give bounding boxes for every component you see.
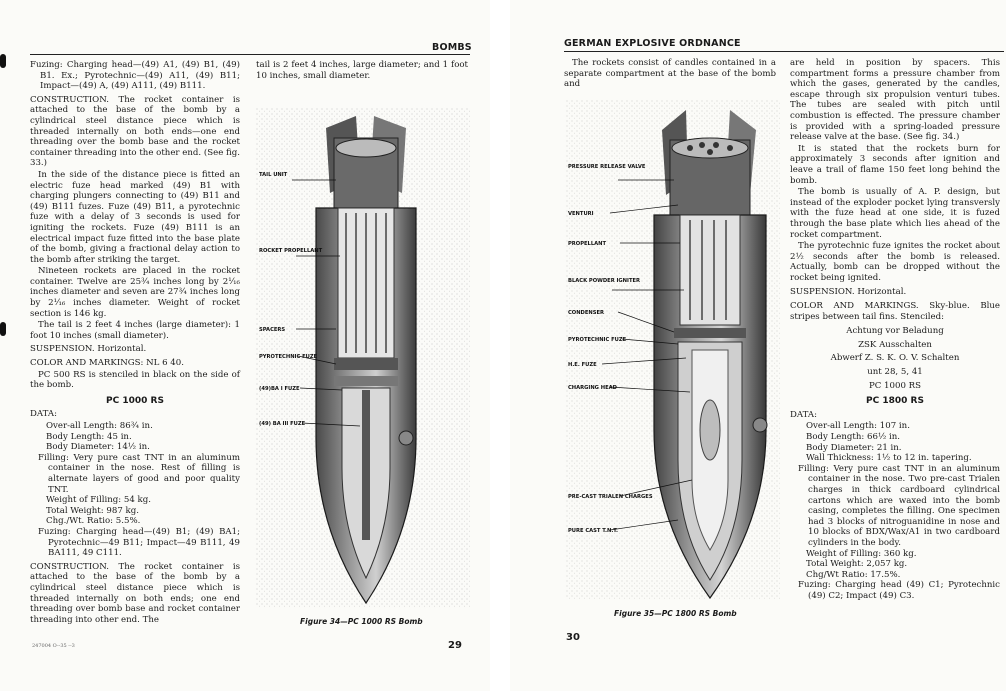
figure-label: PROPELLANT: [568, 241, 607, 247]
left-column-1: [30, 60, 240, 626]
fuzing-item: Fuzing: Charging head (49) C1; Pyrotechnic (49) C2; Impact (49) C3.: [798, 580, 1000, 601]
section-title-pc1000: PC 1000 RS: [106, 395, 164, 406]
data-item: Weight of Filling: 360 kg.: [806, 548, 917, 559]
right-column-2: [790, 58, 1000, 602]
data-item: Over-all Length: 86¾ in.: [46, 421, 153, 431]
figure-label: VENTURI: [568, 211, 594, 217]
page-number: 29: [448, 640, 462, 651]
filling-item: Filling: Very pure cast TNT in an aluminum container in the nose. Rest of filling is alternate layers of good and poor quality TNT.: [38, 452, 240, 495]
right-page: [510, 0, 1006, 691]
left-column-2-top: [256, 60, 468, 82]
figure-label: PYROTECHNIC FUZE: [259, 354, 318, 360]
data-item: Body Length: 45 in.: [46, 431, 132, 442]
data-item: Chg./Wt. Ratio: 5.5%.: [46, 516, 141, 527]
data-item: Total Weight: 987 kg.: [46, 505, 139, 516]
construction-paragraph-2: CONSTRUCTION. The rocket container is attached to the base of the bomb by a cylindrical steel distance piece which is threaded internally on both ends; one end threading over bomb base and rocket container threading into other end. The: [30, 561, 240, 625]
left-page: [0, 0, 490, 691]
fuzing-paragraph: Fuzing: Charging head—(49) A1, (49) B1, (49) B1. Ex.; Pyrotechnic—(49) A11, (49) B11; Impact—(49) A, (49) A111, (49) B111.: [30, 60, 240, 92]
figure-label: SPACERS: [259, 327, 286, 333]
rockets-intro: The rockets consist of candles contained in a separate compartment at the base of the bomb and: [564, 58, 776, 90]
stencil-line: Abwerf Z. S. K. O. V. Schalten: [830, 353, 960, 364]
figure-label: PYROTECHNIC FUZE: [568, 337, 627, 343]
figure-label: PURE CAST T.N.T.: [568, 528, 619, 534]
suspension-line: SUSPENSION. Horizontal.: [790, 287, 907, 298]
stencil-line: ZSK Ausschalten: [858, 339, 932, 350]
color-markings-paragraph: COLOR AND MARKINGS. Sky-blue. Blue stripes between tail fins. Stenciled:: [790, 301, 1000, 322]
tail-paragraph: The tail is 2 feet 4 inches (large diameter): 1 foot 10 inches (small diameter).: [30, 320, 240, 341]
stencil-line: Achtung vor Beladung: [846, 326, 944, 337]
propellant-chamber: [680, 215, 740, 325]
side-fuze: [399, 431, 413, 445]
central-fuze-tube: [362, 390, 370, 540]
color-markings-text: PC 500 RS is stenciled in black on the side of the bomb.: [30, 369, 240, 391]
data-item: Body Diameter: 21 in.: [806, 442, 902, 453]
figure-label: (49)BA I FUZE: [259, 386, 300, 392]
figure-label: BLACK POWDER IGNITER: [568, 278, 641, 284]
pressure-chamber-paragraph: are held in position by spacers. This compartment forms a pressure chamber from which the gases, generated by the candles, escape through six propulsion venturi tubes. The tubes are sealed with pitch until combustion is effected. The pressure chamber is provided with a spring-loaded pressure release valve at the base. (See fig. 34.): [790, 58, 1000, 143]
data-item: Weight of Filling: 54 kg.: [46, 495, 152, 506]
hole-punch-mark: [0, 322, 6, 336]
data-item: Body Diameter: 14½ in.: [46, 442, 150, 453]
data-item: Chg/Wt Ratio: 17.5%.: [806, 569, 901, 580]
construction-paragraph: CONSTRUCTION. The rocket container is attached to the base of the bomb by a cylindrical steel distance piece which is threaded internally on both ends—one end threading over the bomb base and the rocket container threading into the other end. (See fig. 33.): [30, 94, 240, 169]
burn-paragraph: It is stated that the rockets burn for approximately 3 seconds after ignition and leave a trail of flame 150 feet long behind the bomb.: [790, 143, 1000, 186]
suspension-line: SUSPENSION. Horizontal.: [30, 344, 147, 355]
data-item: Total Weight: 2,057 kg.: [806, 559, 908, 570]
page-header: GERMAN EXPLOSIVE ORDNANCE: [564, 38, 741, 49]
ignition-paragraph: The pyrotechnic fuze ignites the rocket about 2½ seconds after the bomb is released. Actually, bomb can be dropped without the rocket being ignited.: [790, 241, 1000, 283]
figure-caption: Figure 34—PC 1000 RS Bomb: [300, 617, 423, 626]
stencil-line: unt 28, 5, 41: [867, 367, 923, 378]
data-label: DATA:: [30, 409, 57, 420]
hole-punch-mark: [0, 54, 6, 68]
figure-caption: Figure 35—PC 1800 RS Bomb: [614, 609, 737, 618]
spacer-plate: [334, 358, 398, 370]
figure-label: (49) BA III FUZE: [259, 421, 306, 427]
rocket-venturi-ring: [336, 139, 396, 157]
design-paragraph: The bomb is usually of A. P. design, but instead of the exploder pocket lying transversly with the fuze head at one side, it is fuzed through the base plate which lies ahead of the rocket compartment.: [790, 187, 1000, 240]
figure-35-bomb-illustration: [566, 100, 780, 600]
fuze-paragraph: In the side of the distance piece is fitted an electric fuze head marked (49) B1 with charging plungers connecting to (49) B11 and (49) B111 fuzes. Fuze (49) B11, a pyrotechnic fuze with a delay of 3 seconds is used for igniting the rockets. Fuze (49) B111 is an electrical impact fuze fitted into the base plate of the bomb, giving a fractional delay action to the bomb after striking the target.: [30, 169, 240, 265]
header-rule: [564, 51, 1004, 52]
tail-continuation: tail is 2 feet 4 inches, large diameter; and 1 foot 10 inches, small diameter.: [256, 60, 468, 81]
figure-label: PRE-CAST TRIALEN CHARGES: [568, 494, 653, 500]
right-column-1-top: [564, 58, 776, 91]
condenser-plate: [674, 328, 746, 338]
inner-charge: [700, 400, 720, 460]
data-item: Over-all Length: 107 in.: [806, 421, 910, 432]
figure-label: ROCKET PROPELLANT: [259, 248, 323, 254]
book-gutter: [490, 0, 510, 691]
color-markings-heading: COLOR AND MARKINGS: NL 6 40.: [30, 358, 184, 369]
spacer-plate: [334, 376, 398, 386]
figure-label: CONDENSER: [568, 310, 605, 316]
figure-label: TAIL UNIT: [259, 172, 288, 178]
header-rule: [30, 54, 470, 55]
figure-label: CHARGING HEAD: [568, 385, 617, 391]
figure-label: H.E. FUZE: [568, 362, 597, 368]
section-title-pc1800: PC 1800 RS: [866, 396, 924, 407]
data-label: DATA:: [790, 409, 817, 420]
figure-label: PRESSURE RELEASE VALVE: [568, 164, 646, 170]
rockets-paragraph: Nineteen rockets are placed in the rocket container. Twelve are 25¾ inches long by 2¹⁄₁₆ inches diameter and seven are 27¾ inches long by 2¹⁄₁₆ inches diameter. Weight of rocket section is 146 kg.: [30, 266, 240, 319]
filling-item: Filling: Very pure cast TNT in an aluminum container in the nose. Two pre-cast Trialen charges in thick cardboard cylindrical cartons which are waxed into the bomb casing, completes the filling. One specimen had 3 blocks of nitroguanidine in nose and 10 blocks of BDX/Wax/A1 in two cardboard cylinders in the body.: [798, 463, 1000, 548]
side-fuze: [753, 418, 767, 432]
data-item: Body Length: 66½ in.: [806, 432, 901, 442]
figure-34-bomb-illustration: [256, 108, 470, 608]
page-number: 30: [566, 632, 580, 643]
page-header: BOMBS: [432, 42, 472, 53]
fuzing-item: Fuzing: Charging head—(49) B1; (49) BA1; Pyrotechnic—49 B11; Impact—49 B111, 49 BA111, 49 C111.: [38, 526, 240, 559]
data-item: Wall Thickness: 1½ to 12 in. tapering.: [806, 453, 972, 464]
stencil-line: PC 1000 RS: [868, 380, 922, 391]
printer-code: 247004 O--35 --3: [32, 643, 75, 649]
